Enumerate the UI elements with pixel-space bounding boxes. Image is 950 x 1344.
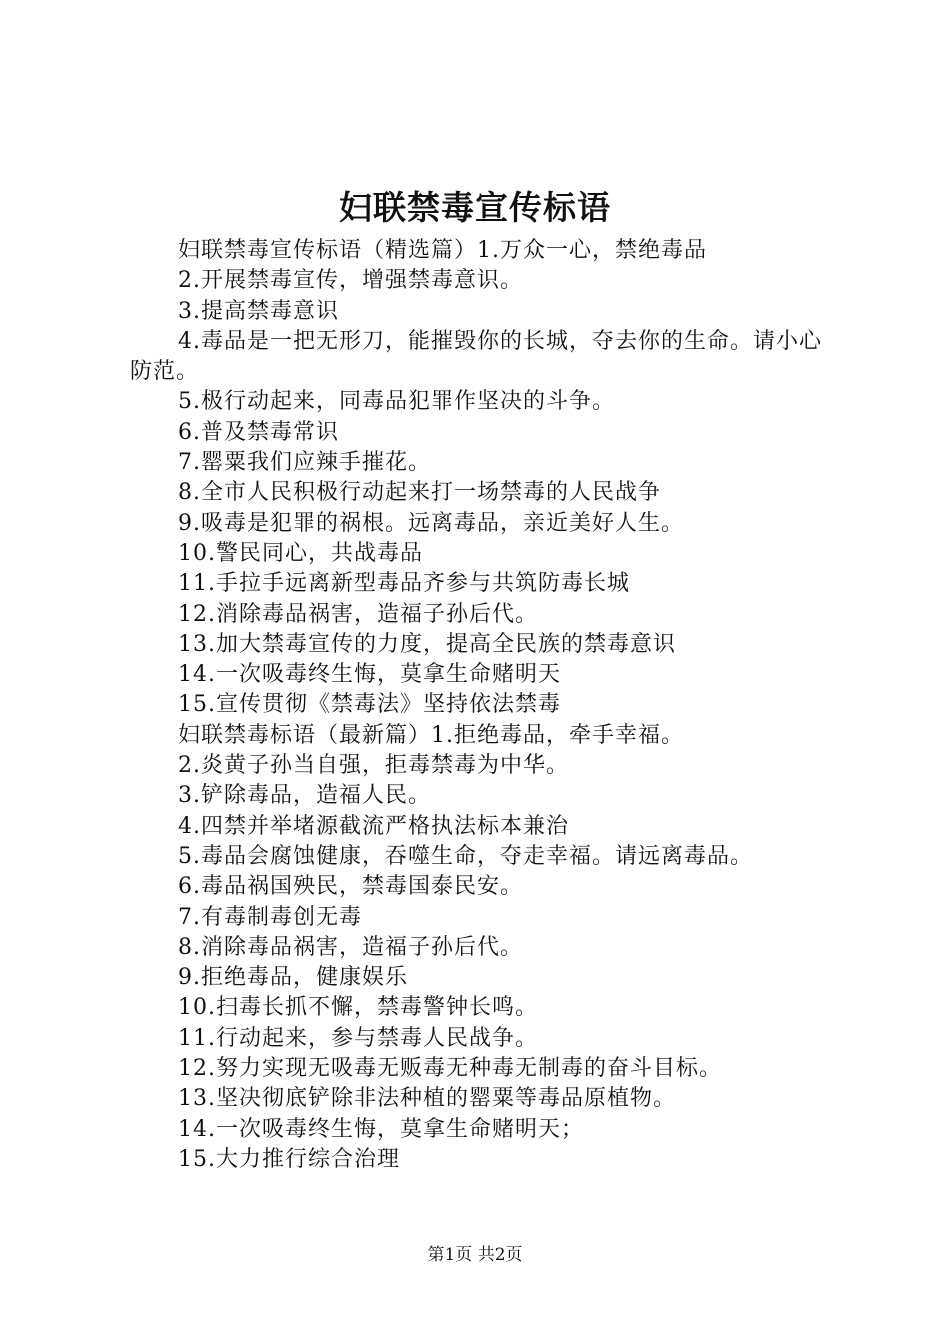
text-line: 14.一次吸毒终生悔，莫拿生命赌明天 [178, 662, 561, 688]
text-line: 10.扫毒长抓不懈，禁毒警钟长鸣。 [178, 995, 538, 1021]
text-line: 9.吸毒是犯罪的祸根。远离毒品，亲近美好人生。 [178, 510, 684, 536]
text-line: 13.坚决彻底铲除非法种植的罂粟等毒品原植物。 [178, 1086, 676, 1112]
page-footer: 第1页 共2页 [427, 1245, 523, 1265]
text-line: 12.消除毒品祸害，造福子孙后代。 [178, 601, 538, 627]
text-line: 13.加大禁毒宣传的力度，提高全民族的禁毒意识 [178, 631, 676, 657]
text-line: 5.极行动起来，同毒品犯罪作坚决的斗争。 [178, 389, 615, 415]
text-line: 7.有毒制毒创无毒 [178, 904, 362, 930]
text-line: 妇联禁毒宣传标语（精选篇）1.万众一心，禁绝毒品 [178, 238, 707, 263]
text-line: 3.提高禁毒意识 [178, 298, 339, 324]
text-line: 6.普及禁毒常识 [178, 419, 339, 445]
text-line: 10.警民同心，共战毒品 [178, 540, 423, 566]
document-title: 妇联禁毒宣传标语 [339, 188, 611, 227]
text-line-wrapped: 4.毒品是一把无形刀，能摧毁你的长城，夺去你的生命。请小心防范。 [130, 328, 822, 385]
text-line: 11.行动起来，参与禁毒人民战争。 [178, 1025, 538, 1051]
text-line: 11.手拉手远离新型毒品齐参与共筑防毒长城 [178, 571, 630, 597]
text-line: 15.大力推行综合治理 [178, 1146, 400, 1172]
text-line: 5.毒品会腐蚀健康，吞噬生命，夺走幸福。请远离毒品。 [178, 843, 753, 869]
text-line: 12.努力实现无吸毒无贩毒无种毒无制毒的奋斗目标。 [178, 1056, 722, 1082]
text-line: 6.毒品祸国殃民，禁毒国泰民安。 [178, 874, 523, 900]
text-line: 妇联禁毒标语（最新篇）1.拒绝毒品，牵手幸福。 [178, 722, 684, 748]
text-line: 9.拒绝毒品，健康娱乐 [178, 965, 408, 991]
text-line: 14.一次吸毒终生悔，莫拿生命赌明天； [178, 1116, 584, 1142]
text-line: 8.消除毒品祸害，造福子孙后代。 [178, 934, 523, 960]
text-line: 15.宣传贯彻《禁毒法》坚持依法禁毒 [178, 692, 561, 718]
text-line: 2.开展禁毒宣传，增强禁毒意识。 [178, 268, 523, 294]
text-line: 4.四禁并举堵源截流严格执法标本兼治 [178, 813, 569, 839]
text-line: 7.罂粟我们应辣手摧花。 [178, 450, 431, 476]
text-line: 2.炎黄子孙当自强，拒毒禁毒为中华。 [178, 753, 569, 779]
text-line: 3.铲除毒品，造福人民。 [178, 783, 431, 809]
text-line: 8.全市人民积极行动起来打一场禁毒的人民战争 [178, 480, 661, 506]
document-body [130, 236, 830, 1175]
